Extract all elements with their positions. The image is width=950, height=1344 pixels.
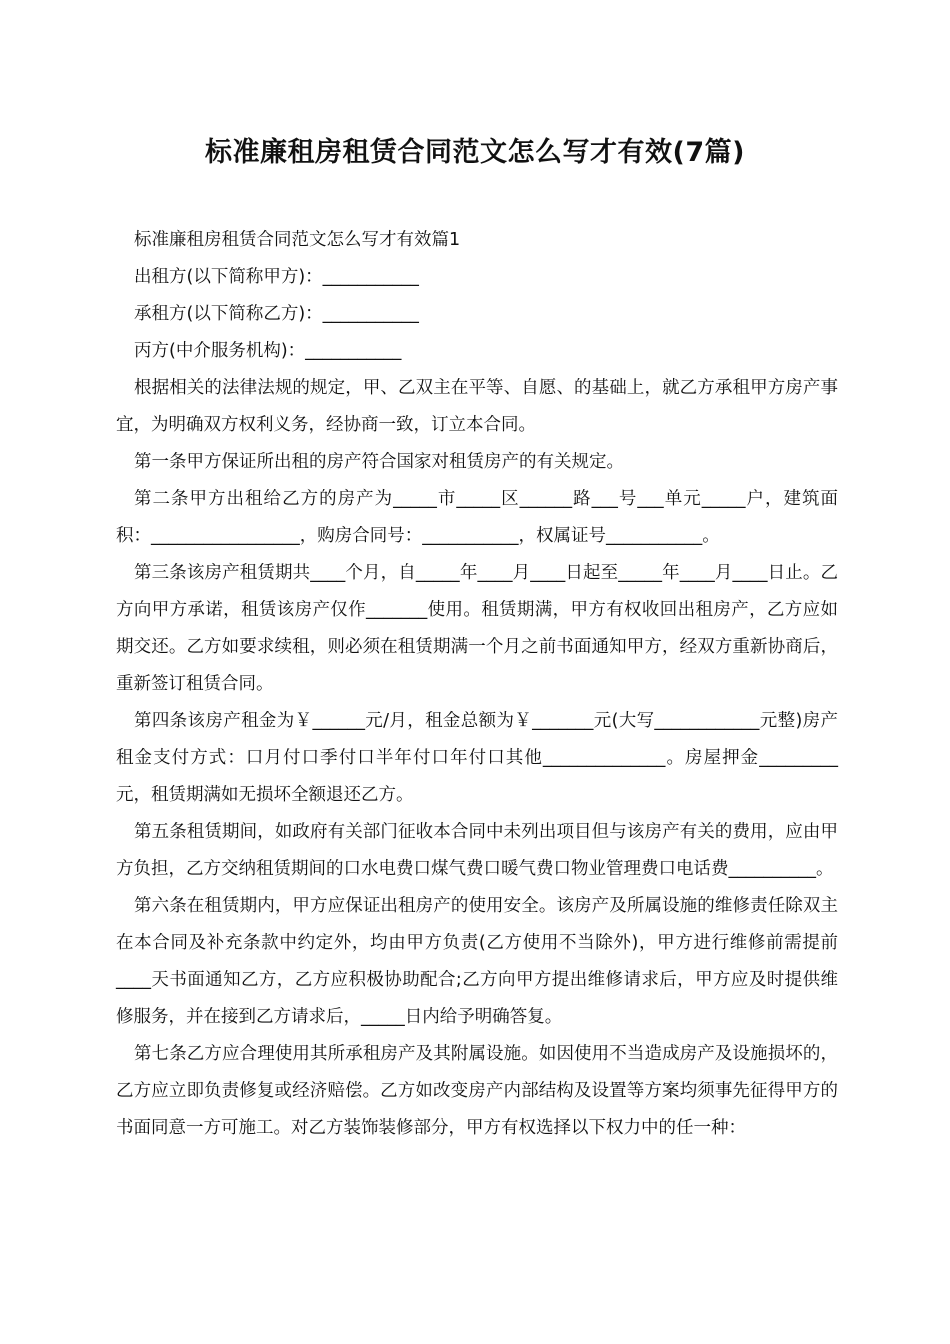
preamble-paragraph: 根据相关的法律法规的规定，甲、乙双主在平等、自愿、的基础上，就乙方承租甲方房产事宜，为明确双方权利义务，经协商一致，订立本合同。	[116, 378, 838, 435]
article-6-paragraph: 第六条在租赁期内，甲方应保证出租房产的使用安全。该房产及所属设施的维修责任除双主在本合同及补充条款中约定外，均由甲方负责(乙方使用不当除外)，甲方进行维修前需提前____天书面通知乙方，乙方应积极协助配合;乙方向甲方提出维修请求后，甲方应及时提供维修服务，并在接到乙方请求后，_____日内给予明确答复。	[116, 896, 838, 1027]
article-7-paragraph: 第七条乙方应合理使用其所承租房产及其附属设施。如因使用不当造成房产及设施损坏的，乙方应立即负责修复或经济赔偿。乙方如改变房产内部结构及设置等方案均须事先征得甲方的书面同意一方可施工。对乙方装饰装修部分，甲方有权选择以下权力中的任一种：	[116, 1044, 838, 1138]
party-c-line: 丙方(中介服务机构)：___________	[134, 341, 402, 361]
article-1-paragraph: 第一条甲方保证所出租的房产符合国家对租赁房产的有关规定。	[134, 452, 624, 472]
document-title: 标准廉租房租赁合同范文怎么写才有效(7篇)	[205, 137, 745, 168]
article-5-paragraph: 第五条租赁期间，如政府有关部门征收本合同中未列出项目但与该房产有关的费用，应由甲方负担，乙方交纳租赁期间的口水电费口煤气费口暖气费口物业管理费口电话费__________。	[116, 822, 838, 879]
party-b-line: 承租方(以下简称乙方)：___________	[134, 304, 419, 324]
document-body	[116, 222, 838, 1147]
article-3-paragraph: 第三条该房产租赁期共____个月，自_____年____月____日起至_____年____月____日止。乙方向甲方承诺，租赁该房产仅作_______使用。租赁期满，甲方有权收回出租房产，乙方应如期交还。乙方如要求续租，则必须在租赁期满一个月之前书面通知甲方，经双方重新协商后，重新签订租赁合同。	[116, 563, 838, 694]
party-a-line: 出租方(以下简称甲方)：___________	[134, 267, 419, 287]
article-2-paragraph: 第二条甲方出租给乙方的房产为_____市_____区______路___号___单元_____户，建筑面积：_________________，购房合同号：___________，权属证号___________。	[116, 489, 838, 546]
article-4-paragraph: 第四条该房产租金为￥______元/月，租金总额为￥_______元(大写____________元整)房产租金支付方式：口月付口季付口半年付口年付口其他______________。房屋押金_________元，租赁期满如无损坏全额退还乙方。	[116, 711, 838, 805]
section-heading: 标准廉租房租赁合同范文怎么写才有效篇1	[134, 230, 461, 250]
